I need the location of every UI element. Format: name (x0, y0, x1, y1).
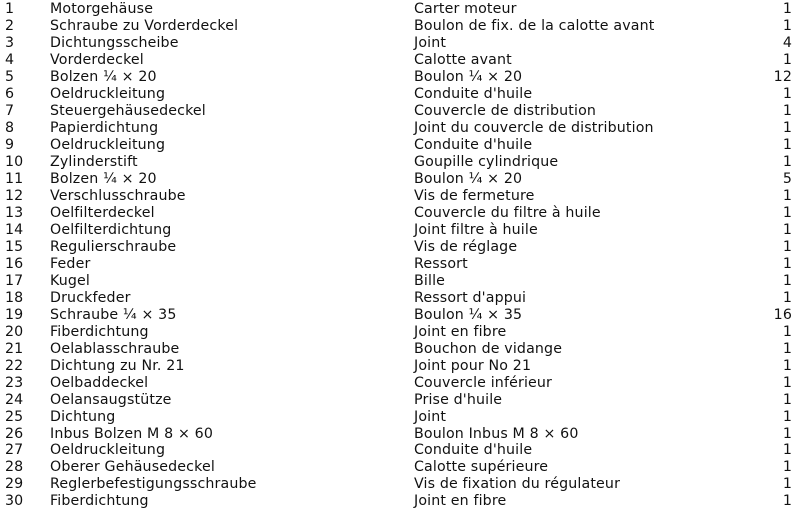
part-name-german: Druckfeder (50, 289, 131, 306)
part-quantity: 4 (782, 34, 792, 51)
part-quantity: 1 (782, 204, 792, 221)
part-name-french: Conduite d'huile (414, 85, 533, 102)
parts-row (0, 256, 800, 273)
part-number: 10 (5, 153, 24, 170)
part-number: 21 (5, 340, 24, 357)
part-name-german: Oelbaddeckel (50, 374, 149, 391)
part-quantity: 5 (782, 170, 792, 187)
parts-row (0, 69, 800, 86)
part-number: 26 (5, 425, 24, 442)
part-name-french: Ressort d'appui (414, 289, 527, 306)
part-name-french: Boulon Inbus M 8 × 60 (414, 425, 579, 442)
part-name-french: Joint en fibre (414, 493, 507, 510)
part-name-german: Oelfilterdichtung (50, 221, 172, 238)
parts-row (0, 426, 800, 443)
part-quantity: 1 (782, 136, 792, 153)
part-name-german: Motorgehäuse (50, 1, 154, 17)
part-name-german: Oelablasschraube (50, 340, 180, 357)
part-number: 24 (5, 391, 24, 408)
part-name-german: Dichtungsscheibe (50, 34, 179, 51)
part-name-german: Fiberdichtung (50, 493, 149, 510)
parts-row (0, 493, 800, 510)
parts-row (0, 459, 800, 476)
part-quantity: 1 (782, 408, 792, 425)
part-number: 27 (5, 442, 24, 459)
parts-row (0, 188, 800, 205)
part-name-german: Kugel (50, 272, 91, 289)
part-name-german: Papierdichtung (50, 119, 159, 136)
part-number: 12 (5, 187, 24, 204)
part-quantity: 1 (782, 187, 792, 204)
part-name-german: Oeldruckleitung (50, 442, 166, 459)
part-name-french: Carter moteur (414, 1, 517, 17)
part-number: 6 (5, 85, 15, 102)
part-quantity: 1 (782, 119, 792, 136)
part-name-french: Vis de fixation du régulateur (414, 476, 621, 493)
part-name-german: Fiberdichtung (50, 323, 149, 340)
part-name-german: Reglerbefestigungsschraube (50, 476, 257, 493)
part-number: 25 (5, 408, 24, 425)
part-number: 1 (5, 1, 15, 17)
parts-row (0, 239, 800, 256)
part-quantity: 1 (782, 255, 792, 272)
part-number: 15 (5, 238, 24, 255)
part-name-french: Boulon ¼ × 35 (414, 306, 523, 323)
part-name-german: Steuergehäusedeckel (50, 102, 206, 119)
part-number: 2 (5, 17, 15, 34)
part-name-french: Calotte avant (414, 51, 512, 68)
part-quantity: 1 (782, 493, 792, 510)
part-name-french: Joint du couvercle de distribution (414, 119, 654, 136)
parts-row (0, 290, 800, 307)
part-number: 9 (5, 136, 15, 153)
part-name-german: Vorderdeckel (50, 51, 144, 68)
parts-row (0, 120, 800, 137)
part-name-french: Joint (414, 34, 447, 51)
part-name-german: Feder (50, 255, 91, 272)
parts-row (0, 324, 800, 341)
part-quantity: 1 (782, 442, 792, 459)
part-name-french: Boulon ¼ × 20 (414, 170, 523, 187)
part-quantity: 1 (782, 272, 792, 289)
parts-row (0, 205, 800, 222)
parts-row (0, 1, 800, 18)
parts-row (0, 171, 800, 188)
part-name-french: Conduite d'huile (414, 442, 533, 459)
part-name-german: Verschlusschraube (50, 187, 186, 204)
part-name-german: Oelfilterdeckel (50, 204, 155, 221)
part-name-german: Bolzen ¼ × 20 (50, 170, 157, 187)
part-name-german: Dichtung (50, 408, 116, 425)
parts-row (0, 18, 800, 35)
part-name-french: Bille (414, 272, 446, 289)
part-quantity: 16 (773, 306, 792, 323)
part-number: 29 (5, 476, 24, 493)
part-name-french: Vis de fermeture (414, 187, 535, 204)
part-name-german: Schraube ¼ × 35 (50, 306, 177, 323)
parts-row (0, 35, 800, 52)
parts-row (0, 392, 800, 409)
part-name-french: Couvercle inférieur (414, 374, 553, 391)
part-name-french: Vis de réglage (414, 238, 518, 255)
part-quantity: 1 (782, 17, 792, 34)
part-quantity: 1 (782, 323, 792, 340)
part-name-french: Goupille cylindrique (414, 153, 559, 170)
part-quantity: 1 (782, 425, 792, 442)
part-name-german: Oberer Gehäusedeckel (50, 459, 215, 476)
parts-row (0, 358, 800, 375)
part-name-german: Oelansaugstütze (50, 391, 172, 408)
parts-row (0, 341, 800, 358)
part-number: 5 (5, 68, 15, 85)
parts-row (0, 103, 800, 120)
part-name-german: Dichtung zu Nr. 21 (50, 357, 185, 374)
part-quantity: 1 (782, 340, 792, 357)
part-number: 13 (5, 204, 24, 221)
part-number: 3 (5, 34, 15, 51)
part-number: 28 (5, 459, 24, 476)
part-name-french: Joint pour No 21 (414, 357, 532, 374)
part-name-french: Calotte supérieure (414, 459, 549, 476)
part-quantity: 1 (782, 374, 792, 391)
part-name-french: Couvercle du filtre à huile (414, 204, 601, 221)
parts-row (0, 476, 800, 493)
part-quantity: 1 (782, 102, 792, 119)
part-quantity: 1 (782, 51, 792, 68)
part-number: 30 (5, 493, 24, 510)
part-number: 20 (5, 323, 24, 340)
part-quantity: 1 (782, 391, 792, 408)
part-name-french: Boulon de fix. de la calotte avant (414, 17, 655, 34)
part-name-german: Inbus Bolzen M 8 × 60 (50, 425, 213, 442)
parts-row (0, 154, 800, 171)
part-name-french: Ressort (414, 255, 468, 272)
parts-row (0, 137, 800, 154)
part-number: 14 (5, 221, 24, 238)
part-quantity: 1 (782, 153, 792, 170)
parts-row (0, 52, 800, 69)
part-quantity: 1 (782, 1, 792, 17)
part-number: 7 (5, 102, 15, 119)
parts-row (0, 409, 800, 426)
part-quantity: 12 (773, 68, 792, 85)
part-name-french: Joint en fibre (414, 323, 507, 340)
parts-row (0, 375, 800, 392)
parts-row (0, 86, 800, 103)
part-name-french: Joint filtre à huile (414, 221, 538, 238)
part-number: 22 (5, 357, 24, 374)
part-name-french: Prise d'huile (414, 391, 503, 408)
part-quantity: 1 (782, 357, 792, 374)
part-name-german: Oeldruckleitung (50, 85, 166, 102)
part-number: 11 (5, 170, 24, 187)
part-name-german: Zylinderstift (50, 153, 138, 170)
part-name-german: Schraube zu Vorderdeckel (50, 17, 239, 34)
part-name-german: Bolzen ¼ × 20 (50, 68, 157, 85)
part-number: 16 (5, 255, 24, 272)
part-name-french: Bouchon de vidange (414, 340, 563, 357)
part-number: 18 (5, 289, 24, 306)
part-quantity: 1 (782, 476, 792, 493)
part-name-german: Regulierschraube (50, 238, 177, 255)
part-number: 8 (5, 119, 15, 136)
part-number: 23 (5, 374, 24, 391)
parts-row (0, 222, 800, 239)
part-name-french: Boulon ¼ × 20 (414, 68, 523, 85)
part-quantity: 1 (782, 221, 792, 238)
part-quantity: 1 (782, 459, 792, 476)
part-number: 17 (5, 272, 24, 289)
part-name-french: Conduite d'huile (414, 136, 533, 153)
part-name-german: Oeldruckleitung (50, 136, 166, 153)
part-quantity: 1 (782, 289, 792, 306)
part-name-french: Couvercle de distribution (414, 102, 597, 119)
parts-row (0, 273, 800, 290)
part-quantity: 1 (782, 85, 792, 102)
part-quantity: 1 (782, 238, 792, 255)
part-name-french: Joint (414, 408, 447, 425)
part-number: 19 (5, 306, 24, 323)
parts-row (0, 442, 800, 459)
part-number: 4 (5, 51, 15, 68)
parts-row (0, 307, 800, 324)
